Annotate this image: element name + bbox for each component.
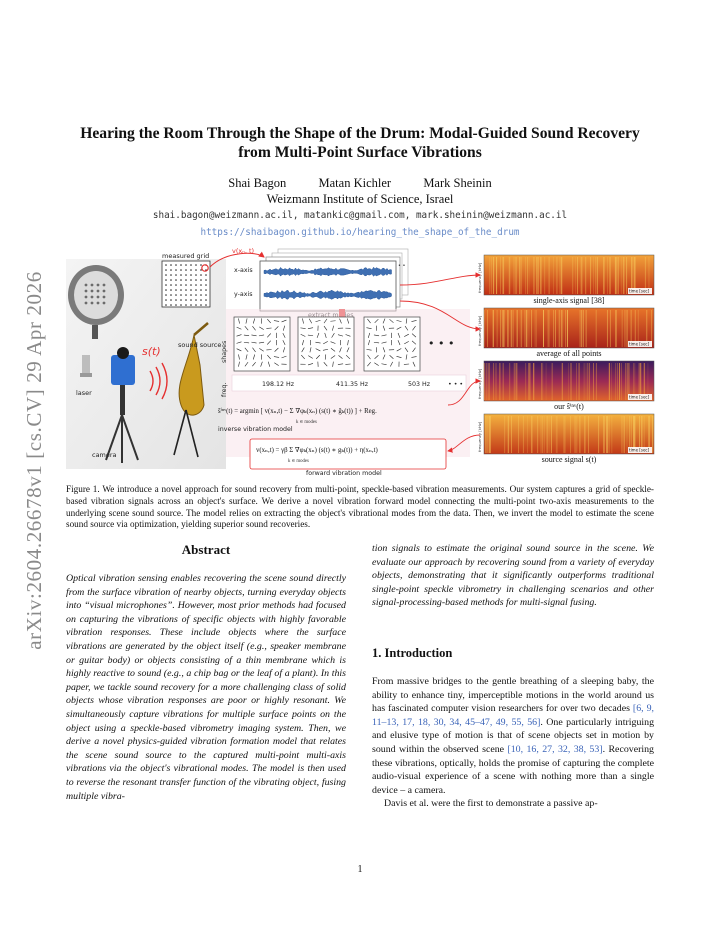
- spectrogram-xlabel: time [sec]: [629, 394, 650, 400]
- grid-dot: [190, 304, 192, 306]
- grid-dot: [190, 269, 192, 271]
- grid-dot: [200, 284, 202, 286]
- affiliation: Weizmann Institute of Science, Israel: [266, 192, 454, 206]
- spectrogram-4: [477, 414, 654, 464]
- freq-2: 411.35 Hz: [336, 381, 369, 388]
- grid-dot: [170, 294, 172, 296]
- introduction-paragraph-1: [372, 675, 654, 797]
- grid-dot: [185, 269, 187, 271]
- spectrogram-1: [477, 255, 654, 305]
- grid-dot: [165, 289, 167, 291]
- abstract-text: Optical vibration sensing enables recovering the scene sound directly from the surface vibration of nearby objects, turning everyday objects into “visual microphones”. However, most prior methods had focused on capturing the vibrations of specific objects with highly favorable vibration responses. These include objects where the surface vibrations are generated by the object itself (e.g., speaker membrane or guitar body) or objects consisting of a thin membrane which is highly reactive to sound (e.g., a chip bag or the leaf of a plant). In this paper, we tackle sound recovery for a more challenging class of solid objects whose vibration responses are poor or highly resonant. We simultaneously capture vibrations for multiple surface points on the object using a speckle-based vibrometry imaging system. Then, we derive a novel physics-guided vibration formation model that relates the scene sound source to the captured multi-point multi-axis vibrations via the object's vibrational modes. The model is then used to reverse the resonant transfer function of the vibrating object, fusing multiple vibra-: [66, 573, 346, 802]
- forward-model-label: forward vibration model: [306, 470, 382, 477]
- spectrogram-ylabel: frequency [kHz]: [477, 262, 482, 293]
- freq-label: freq.: [221, 382, 228, 397]
- grid-dot: [195, 299, 197, 301]
- grid-dot: [175, 279, 177, 281]
- grid-dot: [200, 294, 202, 296]
- grid-dots: [165, 264, 207, 306]
- grid-dot: [175, 264, 177, 266]
- spectrogram-ylabel: frequency [kHz]: [477, 368, 482, 399]
- email-list: shai.bagon@weizmann.ac.il, matankic@gmail.com, mark.sheinin@weizmann.ac.il: [152, 210, 568, 221]
- spectrogram-xlabel: time [sec]: [629, 288, 650, 294]
- grid-dot: [165, 304, 167, 306]
- arxiv-id: arXiv:2604.26678v1 [cs.CV] 29 Apr 2026: [21, 270, 46, 650]
- grid-dot: [185, 274, 187, 276]
- grid-dot: [200, 289, 202, 291]
- source-symbol: s(t): [142, 345, 161, 358]
- grid-dot: [180, 274, 182, 276]
- spectrogram-caption: our ŝⁱⁿᵛ(t): [554, 402, 584, 411]
- page-number: 1: [357, 864, 363, 875]
- paper-title: Hearing the Room Through the Shape of the Drum: Modal-Guided Sound Recovery from Multi-Point Surface Vibrations: [80, 125, 640, 161]
- intro-text-a: From massive bridges to the gentle breathing of a sleeping baby, the ability to enhance tiny, imperceptible motions in the world around us has fascinated computer vision researchers for over two decades: [372, 675, 654, 715]
- camera-label: camera: [92, 451, 117, 459]
- grid-dot: [190, 299, 192, 301]
- freq-ellipsis: • • •: [448, 381, 464, 388]
- measured-grid-label: measured grid: [162, 252, 210, 260]
- grid-dot: [170, 289, 172, 291]
- grid-dot: [180, 269, 182, 271]
- grid-dot: [165, 279, 167, 281]
- figure-caption: Figure 1. We introduce a novel approach for sound recovery from multi-point, speckle-based vibration measurements. Our system captures a grid of speckle-based vibration signals across an object's surface. We derive a novel vibration forward model connecting the multi-point two-axis measurements to the underlying scene sound source. The model relies on extracting the object's vibrational modes from the data. Then, we invert the model to estimate the scene sound source via optimization, yielding superior sound recoveries.: [66, 484, 654, 530]
- sound-source-label: [178, 341, 221, 349]
- spectrogram-xlabel: time [sec]: [629, 341, 650, 347]
- spectrogram-caption: source signal s(t): [541, 455, 597, 464]
- author-list: [70, 176, 650, 191]
- mode-shapes: [234, 317, 420, 371]
- grid-dot: [170, 279, 172, 281]
- mode-shape-3: [364, 317, 420, 371]
- grid-dot: [180, 294, 182, 296]
- forward-equation: v(xₙ,t) = γβ Σ ∇φₖ(xₙ) (s(t) ∗ gₖ(t)) + η(xₙ,t): [256, 447, 378, 454]
- grid-dot: [170, 299, 172, 301]
- grid-dot: [180, 284, 182, 286]
- grid-dot: [175, 284, 177, 286]
- spectrogram-3: [477, 361, 654, 411]
- citation-link[interactable]: [10, 16, 27, 32, 38, 53]: [507, 743, 603, 755]
- grid-dot: [180, 279, 182, 281]
- grid-dot: [185, 289, 187, 291]
- grid-dot: [185, 299, 187, 301]
- project-link[interactable]: https://shaibagon.github.io/hearing_the_shape_of_the_drum: [200, 227, 520, 238]
- arxiv-stamp: [12, 220, 56, 700]
- grid-dot: [175, 304, 177, 306]
- x-axis-label: x-axis: [234, 267, 253, 274]
- grid-dot: [165, 264, 167, 266]
- grid-dot: [170, 269, 172, 271]
- grid-dot: [200, 279, 202, 281]
- signal-stack: [260, 249, 408, 311]
- forward-k-modes: k ∈ modes: [288, 459, 309, 464]
- grid-dot: [195, 284, 197, 286]
- grid-dot: [205, 284, 207, 286]
- laser-label: laser: [76, 389, 92, 397]
- spectrogram-ylabel: frequency [kHz]: [477, 315, 482, 346]
- grid-dot: [180, 289, 182, 291]
- introduction-heading: 1. Introduction: [372, 645, 453, 660]
- grid-dot: [185, 284, 187, 286]
- grid-dot: [200, 299, 202, 301]
- inverse-equation: ŝⁱⁿᵛ(t) = argmin [ v(xₙ,t) − Σ ∇φₖ(xₙ) (s(t) ∗ ĝₖ(t)) ] + Reg.: [218, 408, 377, 415]
- author-2: Matan Kichler: [318, 176, 392, 190]
- grid-dot: [175, 274, 177, 276]
- grid-dot: [185, 279, 187, 281]
- grid-dot: [200, 304, 202, 306]
- grid-dot: [175, 294, 177, 296]
- spectrogram-ylabel: frequency [kHz]: [477, 421, 482, 452]
- grid-dot: [195, 294, 197, 296]
- forward-model-box: [250, 439, 446, 469]
- inverse-model-label: inverse vibration model: [218, 426, 293, 433]
- grid-dot: [170, 304, 172, 306]
- grid-dot: [175, 269, 177, 271]
- grid-dot: [200, 264, 202, 266]
- grid-dot: [190, 279, 192, 281]
- grid-dot: [195, 279, 197, 281]
- citation-link[interactable]: [6, 9, 11–13, 17, 18, 30, 34, 45–47, 49, 55, 56]: [372, 703, 654, 728]
- grid-dot: [185, 294, 187, 296]
- grid-dot: [195, 264, 197, 266]
- author-3: Mark Sheinin: [423, 176, 492, 190]
- grid-dot: [190, 289, 192, 291]
- grid-dot: [205, 274, 207, 276]
- sound-source-label-text: sound source: [178, 341, 222, 349]
- y-axis-label: y-axis: [234, 291, 253, 298]
- grid-dot: [180, 299, 182, 301]
- grid-dot: [185, 264, 187, 266]
- introduction-paragraph-2: Davis et al. were the first to demonstrate a passive ap-: [384, 798, 598, 810]
- intro-text-b: . One particularly intriguing and elusive type of motion is that of scene objects set in motion by sound within the observed scene: [372, 716, 655, 755]
- abstract-column: [66, 542, 346, 803]
- grid-dot: [170, 274, 172, 276]
- grid-dot: [205, 299, 207, 301]
- author-1: Shai Bagon: [228, 176, 287, 190]
- stack-ellipsis: • •: [398, 263, 406, 269]
- grid-dot: [205, 289, 207, 291]
- vibration-label: v(xₙ, t): [232, 247, 255, 255]
- intro-text-c: . Recovering these vibrations, optically, holds the promise of capturing the complete audio-visual experience of a scene with nothing more than a single device – a camera.: [372, 743, 654, 796]
- mode-ellipsis: • • •: [428, 337, 455, 350]
- grid-dot: [180, 264, 182, 266]
- grid-dot: [165, 294, 167, 296]
- grid-dot: [190, 294, 192, 296]
- grid-dot: [200, 274, 202, 276]
- mode-shape-1: [234, 317, 290, 371]
- grid-dot: [205, 279, 207, 281]
- grid-dot: [195, 269, 197, 271]
- grid-dot: [190, 274, 192, 276]
- freq-1: 198.12 Hz: [262, 381, 295, 388]
- spectrogram-xlabel: time [sec]: [629, 447, 650, 453]
- figure-canvas: [66, 245, 656, 477]
- grid-dot: [165, 284, 167, 286]
- teaser-figure: [66, 245, 656, 477]
- mode-shape-2: [298, 317, 354, 371]
- grid-dot: [195, 274, 197, 276]
- grid-dot: [175, 289, 177, 291]
- grid-dot: [190, 264, 192, 266]
- right-column: [372, 542, 654, 811]
- grid-dot: [185, 304, 187, 306]
- shapes-label: shapes: [221, 340, 228, 363]
- spectrogram-caption: average of all points: [536, 349, 602, 358]
- grid-dot: [205, 294, 207, 296]
- abstract-text-continued: tion signals to estimate the original sound source in the scene. We evaluate our approach by recovering sound from a variety of everyday objects, demonstrating that it significantly outperforms traditional single-point speckle vibrometry in challenging scenarios and other signal-processing-based methods for multi-signal fusing.: [372, 543, 654, 609]
- freq-3: 503 Hz: [408, 381, 431, 388]
- inverse-k-modes: k ∈ modes: [296, 420, 317, 425]
- grid-dot: [165, 269, 167, 271]
- grid-dot: [170, 284, 172, 286]
- abstract-heading: Abstract: [181, 542, 231, 557]
- spectrogram-2: [477, 308, 654, 358]
- grid-dot: [190, 284, 192, 286]
- grid-dot: [195, 289, 197, 291]
- grid-dot: [170, 264, 172, 266]
- grid-dot: [165, 299, 167, 301]
- grid-dot: [175, 299, 177, 301]
- grid-dot: [180, 304, 182, 306]
- grid-dot: [195, 304, 197, 306]
- grid-dot: [165, 274, 167, 276]
- grid-dot: [205, 304, 207, 306]
- spectrogram-caption: single-axis signal [38]: [533, 296, 605, 305]
